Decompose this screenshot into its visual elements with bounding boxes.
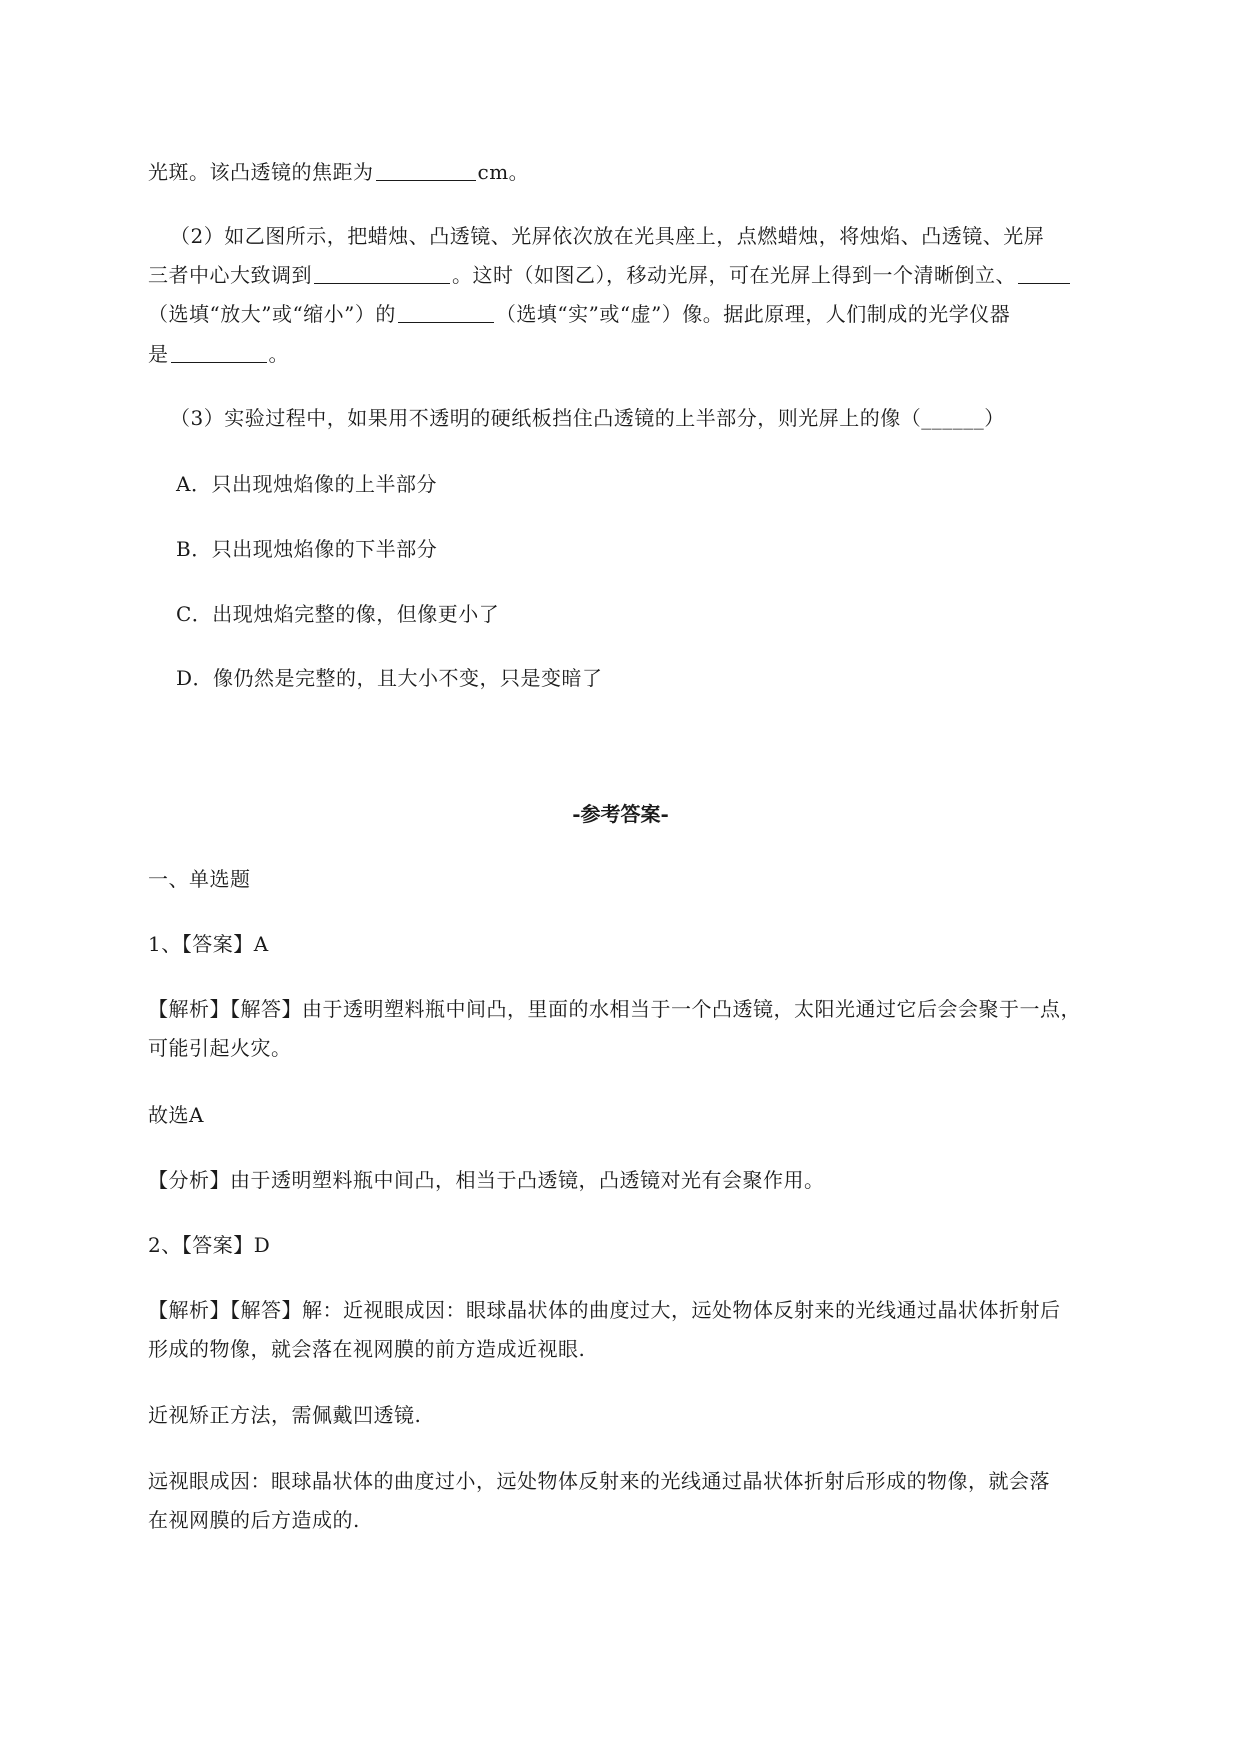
- text-segment: 。这时（如图乙），移动光屏，可在光屏上得到一个清晰倒立、: [452, 263, 1016, 287]
- question-1-line: [148, 158, 1148, 186]
- answer-blank: ______: [921, 406, 985, 430]
- text-segment: 是: [148, 342, 169, 366]
- answer-2-analysis-line-5: 在视网膜的后方造成的.: [148, 1508, 360, 1532]
- question-2-line-4: [148, 340, 1148, 368]
- text-segment: （选填“放大”或“缩小”）的: [148, 302, 396, 326]
- blank-instrument: [171, 340, 267, 363]
- answer-1-analysis-line-2: 可能引起火灾。: [148, 1036, 292, 1060]
- answer-2-analysis-line-4: 远视眼成因：眼球晶状体的曲度过小，远处物体反射来的光线通过晶状体折射后形成的物像，就会落: [148, 1469, 1050, 1493]
- answer-1: 1、【答案】A: [148, 932, 269, 956]
- answer-1-analysis-line-1: 【解析】【解答】由于透明塑料瓶中间凸，里面的水相当于一个凸透镜，太阳光通过它后会会聚于一点，: [148, 997, 1081, 1021]
- answer-2: 2、【答案】D: [148, 1233, 271, 1257]
- answers-heading: -参考答案-: [572, 802, 669, 826]
- option-d: D．像仍然是完整的，且大小不变，只是变暗了: [176, 666, 603, 690]
- question-2-line-2: [148, 261, 1148, 289]
- question-3-line: [170, 404, 1148, 432]
- answer-2-analysis-line-2: 形成的物像，就会落在视网膜的前方造成近视眼.: [148, 1337, 586, 1361]
- text-segment: cm。: [477, 160, 530, 184]
- question-2-line-3: [148, 300, 1148, 328]
- section-title: 一、单选题: [148, 867, 251, 891]
- option-c: C．出现烛焰完整的像，但像更小了: [176, 602, 500, 626]
- question-2-line-1: （2）如乙图所示，把蜡烛、凸透镜、光屏依次放在光具座上，点燃蜡烛，将烛焰、凸透镜、光屏: [170, 224, 1045, 248]
- blank-enlarge-shrink: [1018, 261, 1070, 284]
- answer-1-note: 【分析】由于透明塑料瓶中间凸，相当于凸透镜，凸透镜对光有会聚作用。: [148, 1168, 825, 1192]
- option-a: A．只出现烛焰像的上半部分: [176, 472, 437, 496]
- text-segment: 三者中心大致调到: [148, 263, 312, 287]
- option-b: B．只出现烛焰像的下半部分: [176, 537, 438, 561]
- answer-2-analysis-line-3: 近视矫正方法，需佩戴凹透镜.: [148, 1403, 422, 1427]
- text-segment: （选填“实”或“虚”）像。据此原理，人们制成的光学仪器: [495, 302, 1011, 326]
- text-segment: （3）实验过程中，如果用不透明的硬纸板挡住凸透镜的上半部分，则光屏上的像（: [170, 406, 922, 430]
- blank-same-height: [314, 261, 450, 284]
- answer-2-analysis-line-1: 【解析】【解答】解：近视眼成因：眼球晶状体的曲度过大，远处物体反射来的光线通过晶状体折射后: [148, 1298, 1061, 1322]
- text-segment: 光斑。该凸透镜的焦距为: [148, 160, 374, 184]
- text-segment: ）: [984, 406, 1005, 430]
- text-segment: 。: [268, 342, 289, 366]
- blank-focal-length: [376, 158, 476, 181]
- blank-real-virtual: [398, 300, 494, 323]
- answer-1-choice: 故选A: [148, 1103, 204, 1127]
